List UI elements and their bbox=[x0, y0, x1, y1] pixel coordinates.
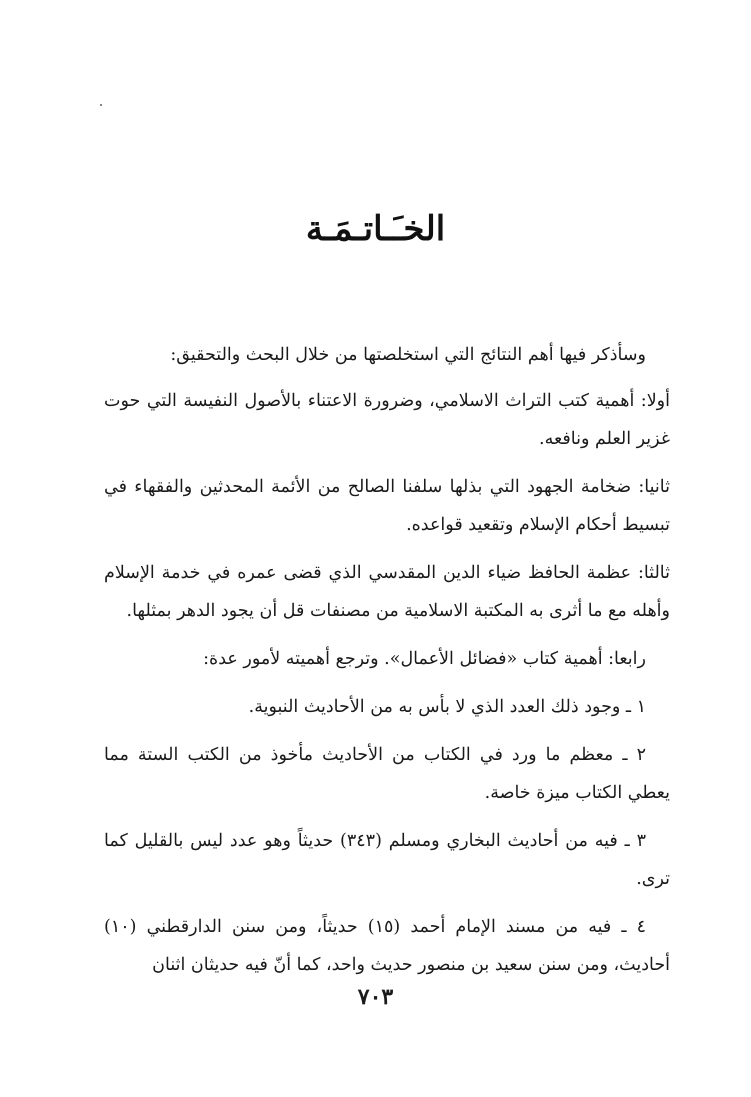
body-text bbox=[104, 336, 670, 984]
paragraph-third: ثالثا: عظمة الحافظ ضياء الدين المقدسي الذي قضى عمره في خدمة الإسلام وأهله مع ما أثرى به المكتبة الاسلامية من مصنفات قل أن يجود الدهر بمثلها. bbox=[104, 563, 670, 621]
list-item-2: ٢ ـ معظم ما ورد في الكتاب من الأحاديث مأخوذ من الكتب الستة مما يعطي الكتاب ميزة خاصة. bbox=[104, 745, 670, 803]
paragraph-second: ثانيا: ضخامة الجهود التي بذلها سلفنا الصالح من الأئمة المحدثين والفقهاء في تبسيط أحكام الإسلام وتقعيد قواعده. bbox=[104, 477, 670, 535]
list-item-1: ١ ـ وجود ذلك العدد الذي لا بأس به من الأحاديث النبوية. bbox=[248, 697, 646, 717]
paragraph-fourth: رابعا: أهمية كتاب «فضائل الأعمال». وترجع أهميته لأمور عدة: bbox=[203, 649, 646, 669]
list-item-3: ٣ ـ فيه من أحاديث البخاري ومسلم (٣٤٣) حديثاً وهو عدد ليس بالقليل كما ترى. bbox=[104, 831, 670, 889]
page-title: الخـَـاتـمَـة bbox=[305, 208, 446, 249]
paragraph-first: أولا: أهمية كتب التراث الاسلامي، وضرورة الاعتناء بالأصول النفيسة التي حوت غزير العلم ونافعه. bbox=[104, 391, 670, 449]
page-number: ٧٠٣ bbox=[357, 984, 394, 1010]
paragraph-intro: وسأذكر فيها أهم النتائج التي استخلصتها من خلال البحث والتحقيق: bbox=[170, 345, 646, 365]
margin-mark bbox=[100, 104, 102, 106]
list-item-4: ٤ ـ فيه من مسند الإمام أحمد (١٥) حديثاً، ومن سنن الدارقطني (١٠) أحاديث، ومن سنن سعيد بن منصور حديث واحد، كما أنّ فيه حديثان اثنان bbox=[104, 917, 670, 975]
